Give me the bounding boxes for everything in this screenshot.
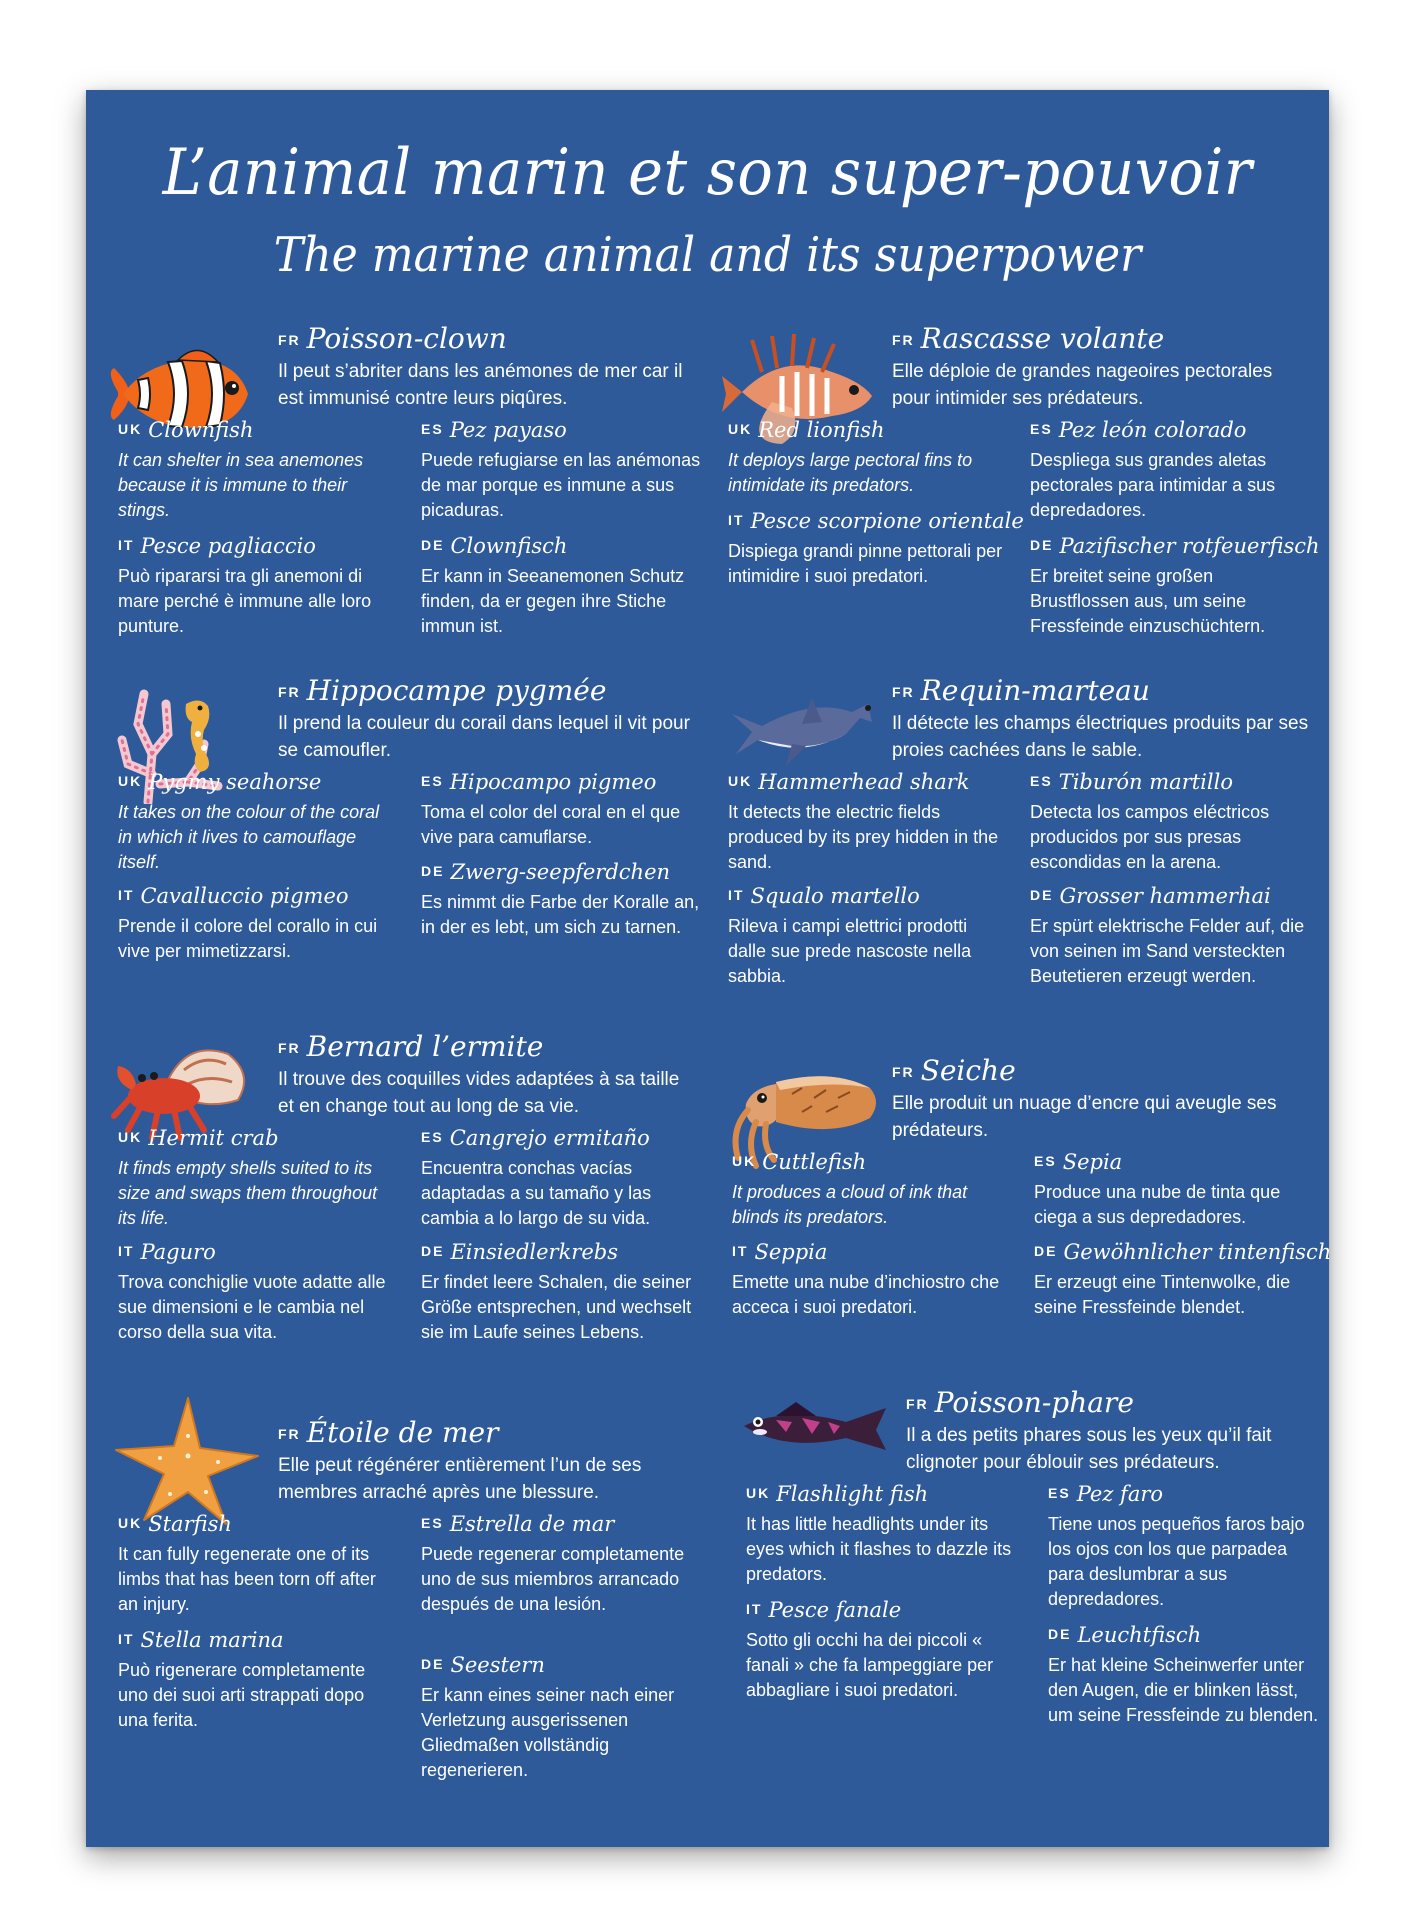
description-it: Può ripararsi tra gli anemoni di mare perché è immune alle loro punture.	[118, 566, 372, 636]
lang-code-es: ES	[421, 1515, 444, 1531]
lang-code-uk: UK	[118, 1515, 143, 1531]
description-de: Er findet leere Schalen, die seiner Größe entsprechen, und wechselt sie im Laufe seines Lebens.	[421, 1272, 692, 1342]
animal-name-es: Estrella de mar	[449, 1512, 615, 1536]
lang-code-es: ES	[421, 773, 444, 789]
description-es: Encuentra conchas vacías adaptadas a su tamaño y las cambia a lo largo de su vida.	[421, 1158, 652, 1228]
animal-block-hermit-crab	[108, 1030, 693, 1360]
lang-code-uk: UK	[746, 1485, 771, 1501]
lang-code-uk: UK	[118, 421, 143, 437]
translation-de	[421, 534, 701, 639]
description-de: Er kann eines seiner nach einer Verletzung ausgerissenen Gliedmaßen vollständig regenerieren.	[421, 1685, 675, 1780]
translation-uk	[118, 418, 398, 523]
animal-name-de: Seestern	[450, 1653, 545, 1677]
animal-name-de: Einsiedlerkrebs	[450, 1240, 618, 1264]
translation-de	[1034, 1240, 1332, 1320]
description-it: Dispiega grandi pinne pettorali per intimidire i suoi predatori.	[728, 541, 1003, 586]
lang-code-uk: UK	[732, 1153, 757, 1169]
translation-uk	[728, 418, 1008, 498]
lang-code-es: ES	[1048, 1485, 1071, 1501]
lang-code-it: IT	[118, 1243, 135, 1259]
translation-de	[421, 860, 701, 940]
translation-it	[118, 884, 398, 964]
fr-heading	[278, 1416, 499, 1449]
animal-name-fr: Rascasse volante	[920, 322, 1165, 355]
animal-name-uk: Red lionfish	[758, 418, 885, 442]
description-fr: Elle déploie de grandes nageoires pectorales pour intimider ses prédateurs.	[892, 361, 1273, 409]
translation-es	[1030, 418, 1310, 523]
lang-code-it: IT	[118, 887, 135, 903]
translation-it	[728, 509, 1024, 589]
animal-name-fr: Étoile de mer	[306, 1416, 499, 1449]
description-it: Può rigenerare completamente uno dei suoi arti strappati dopo una ferita.	[118, 1660, 366, 1730]
lang-code-de: DE	[1030, 537, 1054, 553]
lang-code-fr: FR	[278, 684, 301, 700]
animal-name-de: Leuchtfisch	[1077, 1623, 1202, 1647]
animal-block-starfish	[108, 1416, 693, 1786]
poster	[86, 90, 1332, 1847]
animal-name-it: Pesce scorpione orientale	[750, 509, 1024, 533]
lang-code-it: IT	[118, 1631, 135, 1647]
lang-code-fr: FR	[278, 332, 301, 348]
animal-name-es: Pez faro	[1076, 1482, 1164, 1506]
description-fr: Elle produit un nuage d’encre qui aveugle ses prédateurs.	[892, 1093, 1277, 1141]
animal-block-seahorse	[108, 674, 700, 1004]
translation-it	[728, 884, 1008, 989]
animal-name-de: Clownfisch	[450, 534, 568, 558]
animal-name-es: Pez payaso	[449, 418, 567, 442]
translation-es	[421, 770, 701, 850]
description-uk: It deploys large pectoral fins to intimidate its predators.	[728, 450, 973, 495]
animal-name-it: Seppia	[754, 1240, 828, 1264]
lang-code-it: IT	[118, 537, 135, 553]
description-de: Er breitet seine großen Brustflossen aus, um seine Fressfeinde einzuschüchtern.	[1030, 566, 1266, 636]
translation-uk	[118, 1512, 398, 1617]
fr-heading	[278, 674, 606, 707]
translation-de	[1030, 884, 1310, 989]
translation-uk	[732, 1150, 1012, 1230]
lang-code-de: DE	[1034, 1243, 1058, 1259]
lang-code-de: DE	[421, 537, 445, 553]
animal-name-de: Grosser hammerhai	[1059, 884, 1271, 908]
translation-es	[1030, 770, 1310, 875]
description-uk: It has little headlights under its eyes which it flashes to dazzle its predators.	[746, 1514, 1012, 1584]
animal-name-de: Pazifischer rotfeuerfisch	[1059, 534, 1320, 558]
translation-es	[421, 418, 701, 523]
description-it: Rileva i campi elettrici prodotti dalle sue prede nascoste nella sabbia.	[728, 916, 972, 986]
fr-heading	[892, 1054, 1016, 1087]
translation-es	[1034, 1150, 1314, 1230]
description-es: Produce una nube de tinta que ciega a sus depredadores.	[1034, 1182, 1281, 1227]
lang-code-it: IT	[728, 887, 745, 903]
translation-de	[421, 1653, 701, 1783]
lang-code-fr: FR	[906, 1396, 929, 1412]
lang-code-fr: FR	[278, 1426, 301, 1442]
translation-it	[118, 1240, 398, 1345]
lang-code-it: IT	[728, 512, 745, 528]
lang-code-fr: FR	[278, 1040, 301, 1056]
description-fr: Il a des petits phares sous les yeux qu’il fait clignoter pour éblouir ses prédateurs.	[906, 1425, 1272, 1473]
animal-name-fr: Seiche	[920, 1054, 1016, 1087]
animal-name-it: Squalo martello	[750, 884, 920, 908]
description-es: Tiene unos pequeños faros bajo los ojos con los que parpadea para deslumbrar a sus depredadores.	[1048, 1514, 1305, 1609]
animal-name-it: Cavalluccio pigmeo	[140, 884, 349, 908]
translation-it	[118, 1628, 398, 1733]
animal-name-uk: Cuttlefish	[762, 1150, 867, 1174]
animal-block-flashlight-fish	[736, 1386, 1321, 1746]
animal-name-de: Gewöhnlicher tintenfisch	[1063, 1240, 1332, 1264]
lang-code-it: IT	[746, 1601, 763, 1617]
animal-name-uk: Hammerhead shark	[758, 770, 970, 794]
animal-name-uk: Flashlight fish	[776, 1482, 929, 1506]
translation-it	[732, 1240, 1012, 1320]
animal-name-uk: Pygmy seahorse	[148, 770, 322, 794]
animal-name-fr: Bernard l’ermite	[306, 1030, 544, 1063]
lang-code-de: DE	[1030, 887, 1054, 903]
description-it: Trova conchiglie vuote adatte alle sue dimensioni e le cambia nel corso della sua vita.	[118, 1272, 386, 1342]
translation-it	[746, 1598, 1026, 1703]
description-es: Puede regenerar completamente uno de sus miembros arrancado después de una lesión.	[421, 1544, 685, 1614]
animal-name-it: Pesce fanale	[768, 1598, 902, 1622]
fr-heading	[906, 1386, 1134, 1419]
description-it: Prende il colore del corallo in cui vive per mimetizzarsi.	[118, 916, 378, 961]
animal-name-fr: Requin-marteau	[920, 674, 1150, 707]
animal-name-fr: Poisson-clown	[306, 322, 507, 355]
animal-name-it: Stella marina	[140, 1628, 284, 1652]
animal-block-clownfish	[108, 322, 701, 652]
translation-de	[421, 1240, 701, 1345]
translation-es	[421, 1126, 701, 1231]
lang-code-es: ES	[1030, 773, 1053, 789]
translation-de	[1030, 534, 1320, 639]
lang-code-es: ES	[1030, 421, 1053, 437]
animal-name-it: Pesce pagliaccio	[140, 534, 316, 558]
lang-code-de: DE	[421, 1656, 445, 1672]
starfish-icon	[108, 1396, 268, 1526]
description-fr: Il prend la couleur du corail dans lequel il vit pour se camoufler.	[278, 713, 690, 761]
lang-code-fr: FR	[892, 332, 915, 348]
fr-heading	[278, 322, 507, 355]
description-fr: Elle peut régénérer entièrement l’un de ses membres arraché après une blessure.	[278, 1455, 642, 1503]
description-uk: It takes on the colour of the coral in which it lives to camouflage itself.	[118, 802, 380, 872]
translation-uk	[746, 1482, 1026, 1587]
translation-de	[1048, 1623, 1328, 1728]
lang-code-es: ES	[1034, 1153, 1057, 1169]
description-it: Sotto gli occhi ha dei piccoli « fanali » che fa lampeggiare per abbagliare i suoi predatori.	[746, 1630, 994, 1700]
lang-code-de: DE	[421, 863, 445, 879]
description-uk: It can shelter in sea anemones because it is immune to their stings.	[118, 450, 364, 520]
description-uk: It finds empty shells suited to its size and swaps them throughout its life.	[118, 1158, 378, 1228]
animal-name-de: Zwerg-seepferdchen	[450, 860, 671, 884]
animal-block-hammerhead	[722, 674, 1307, 1014]
animal-name-es: Pez león colorado	[1058, 418, 1247, 442]
description-fr: Il détecte les champs électriques produits par ses proies cachées dans le sable.	[892, 713, 1309, 761]
lang-code-fr: FR	[892, 1064, 915, 1080]
lang-code-es: ES	[421, 421, 444, 437]
lang-code-uk: UK	[118, 1129, 143, 1145]
translation-it	[118, 534, 398, 639]
animal-block-lionfish	[722, 322, 1320, 652]
animal-name-fr: Hippocampe pygmée	[306, 674, 607, 707]
lang-code-fr: FR	[892, 684, 915, 700]
description-de: Er hat kleine Scheinwerfer unter den Augen, die er blinken lässt, um seine Fressfeinde zu blenden.	[1048, 1655, 1319, 1725]
description-de: Es nimmt die Farbe der Koralle an, in der es lebt, um sich zu tarnen.	[421, 892, 700, 937]
lang-code-uk: UK	[728, 773, 753, 789]
animal-name-uk: Hermit crab	[148, 1126, 279, 1150]
description-es: Puede refugiarse en las anémonas de mar porque es inmune a sus picaduras.	[421, 450, 701, 520]
description-uk: It can fully regenerate one of its limbs that has been torn off after an injury.	[118, 1544, 376, 1614]
lang-code-uk: UK	[728, 421, 753, 437]
description-it: Emette una nube d’inchiostro che acceca i suoi predatori.	[732, 1272, 1000, 1317]
fr-heading	[278, 1030, 543, 1063]
lang-code-de: DE	[1048, 1626, 1072, 1642]
lang-code-it: IT	[732, 1243, 749, 1259]
description-es: Toma el color del coral en el que vive para camuflarse.	[421, 802, 681, 847]
description-de: Er kann in Seeanemonen Schutz finden, da er gegen ihre Stiche immun ist.	[421, 566, 685, 636]
animal-name-es: Tiburón martillo	[1058, 770, 1233, 794]
description-es: Detecta los campos eléctricos producidos por sus presas escondidas en la arena.	[1030, 802, 1270, 872]
fr-heading	[892, 674, 1150, 707]
animal-name-es: Cangrejo ermitaño	[449, 1126, 650, 1150]
description-uk: It produces a cloud of ink that blinds its predators.	[732, 1182, 968, 1227]
translation-uk	[118, 1126, 398, 1231]
animal-name-es: Sepia	[1062, 1150, 1123, 1174]
animal-name-fr: Poisson-phare	[934, 1386, 1134, 1419]
animal-name-uk: Starfish	[148, 1512, 232, 1536]
description-fr: Il trouve des coquilles vides adaptées à sa taille et en change tout au long de sa vie.	[278, 1069, 680, 1117]
translation-es	[421, 1512, 701, 1617]
poster-title-en: The marine animal and its superpower	[273, 227, 1142, 283]
poster-title-fr: L’animal marin et son super-pouvoir	[162, 136, 1253, 210]
lang-code-es: ES	[421, 1129, 444, 1145]
translation-uk	[728, 770, 1008, 875]
description-fr: Il peut s’abriter dans les anémones de mer car il est immunisé contre leurs piqûres.	[278, 361, 683, 409]
animal-name-it: Paguro	[140, 1240, 216, 1264]
lang-code-uk: UK	[118, 773, 143, 789]
description-es: Despliega sus grandes aletas pectorales para intimidar a sus depredadores.	[1030, 450, 1276, 520]
animal-name-es: Hipocampo pigmeo	[449, 770, 657, 794]
lang-code-de: DE	[421, 1243, 445, 1259]
description-de: Er spürt elektrische Felder auf, die von seinen im Sand versteckten Beutetieren erzeugt werden.	[1030, 916, 1305, 986]
animal-block-cuttlefish	[722, 1054, 1332, 1354]
translation-es	[1048, 1482, 1328, 1612]
fr-heading	[892, 322, 1164, 355]
description-uk: It detects the electric fields produced by its prey hidden in the sand.	[728, 802, 999, 872]
translation-uk	[118, 770, 398, 875]
animal-name-uk: Clownfish	[148, 418, 254, 442]
description-de: Er erzeugt eine Tintenwolke, die seine Fressfeinde blendet.	[1034, 1272, 1291, 1317]
